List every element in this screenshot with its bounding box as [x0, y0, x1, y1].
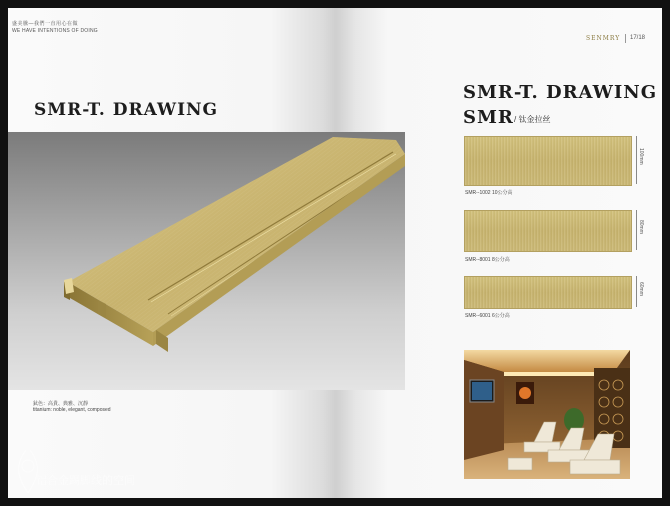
- spa-room-illustration: [464, 350, 630, 479]
- dimension-80: 80mm: [638, 220, 644, 234]
- swatch-label-1: SMR--1002 10公分高: [465, 190, 513, 196]
- watermark-url: ...: [56, 486, 62, 492]
- watermark-flower-icon: [8, 438, 48, 498]
- left-page-title: SMR-T. DRAWING: [34, 100, 219, 120]
- dimension-60: 60mm: [638, 282, 644, 296]
- header-divider: [625, 34, 626, 43]
- tagline-en: WE HAVE INTENTIONS OF DOING: [12, 28, 98, 34]
- photo-caption-cn: 鈦色：高貴、典雅、沉靜: [33, 401, 89, 407]
- swatch-label-3: SMR--6001 6公分高: [465, 313, 510, 319]
- photo-caption-en: titanium: noble, elegant, composed: [33, 407, 111, 413]
- finish-subtitle: / 钛金拉丝: [514, 115, 551, 124]
- product-photo: [8, 132, 405, 390]
- brand-name: SENMRY: [586, 35, 621, 42]
- tagline-cn: 盛美騰—我們一直用心在做: [12, 21, 79, 27]
- brochure-spread: [8, 8, 662, 498]
- page-number: 17/18: [630, 35, 646, 41]
- swatch-60mm: [464, 276, 632, 309]
- right-page-title-code: SMR: [463, 107, 514, 128]
- watermark-text: 铝合金踢脚线的空间: [36, 475, 135, 487]
- skirting-profile-illustration: [8, 132, 405, 390]
- dimension-100: 100mm: [638, 148, 644, 165]
- swatch-80mm: [464, 210, 632, 252]
- right-page-title: SMR-T. DRAWING: [463, 82, 658, 103]
- interior-photo: [464, 350, 630, 479]
- swatch-100mm: [464, 136, 632, 186]
- swatch-label-2: SMR--8001 8公分高: [465, 257, 510, 263]
